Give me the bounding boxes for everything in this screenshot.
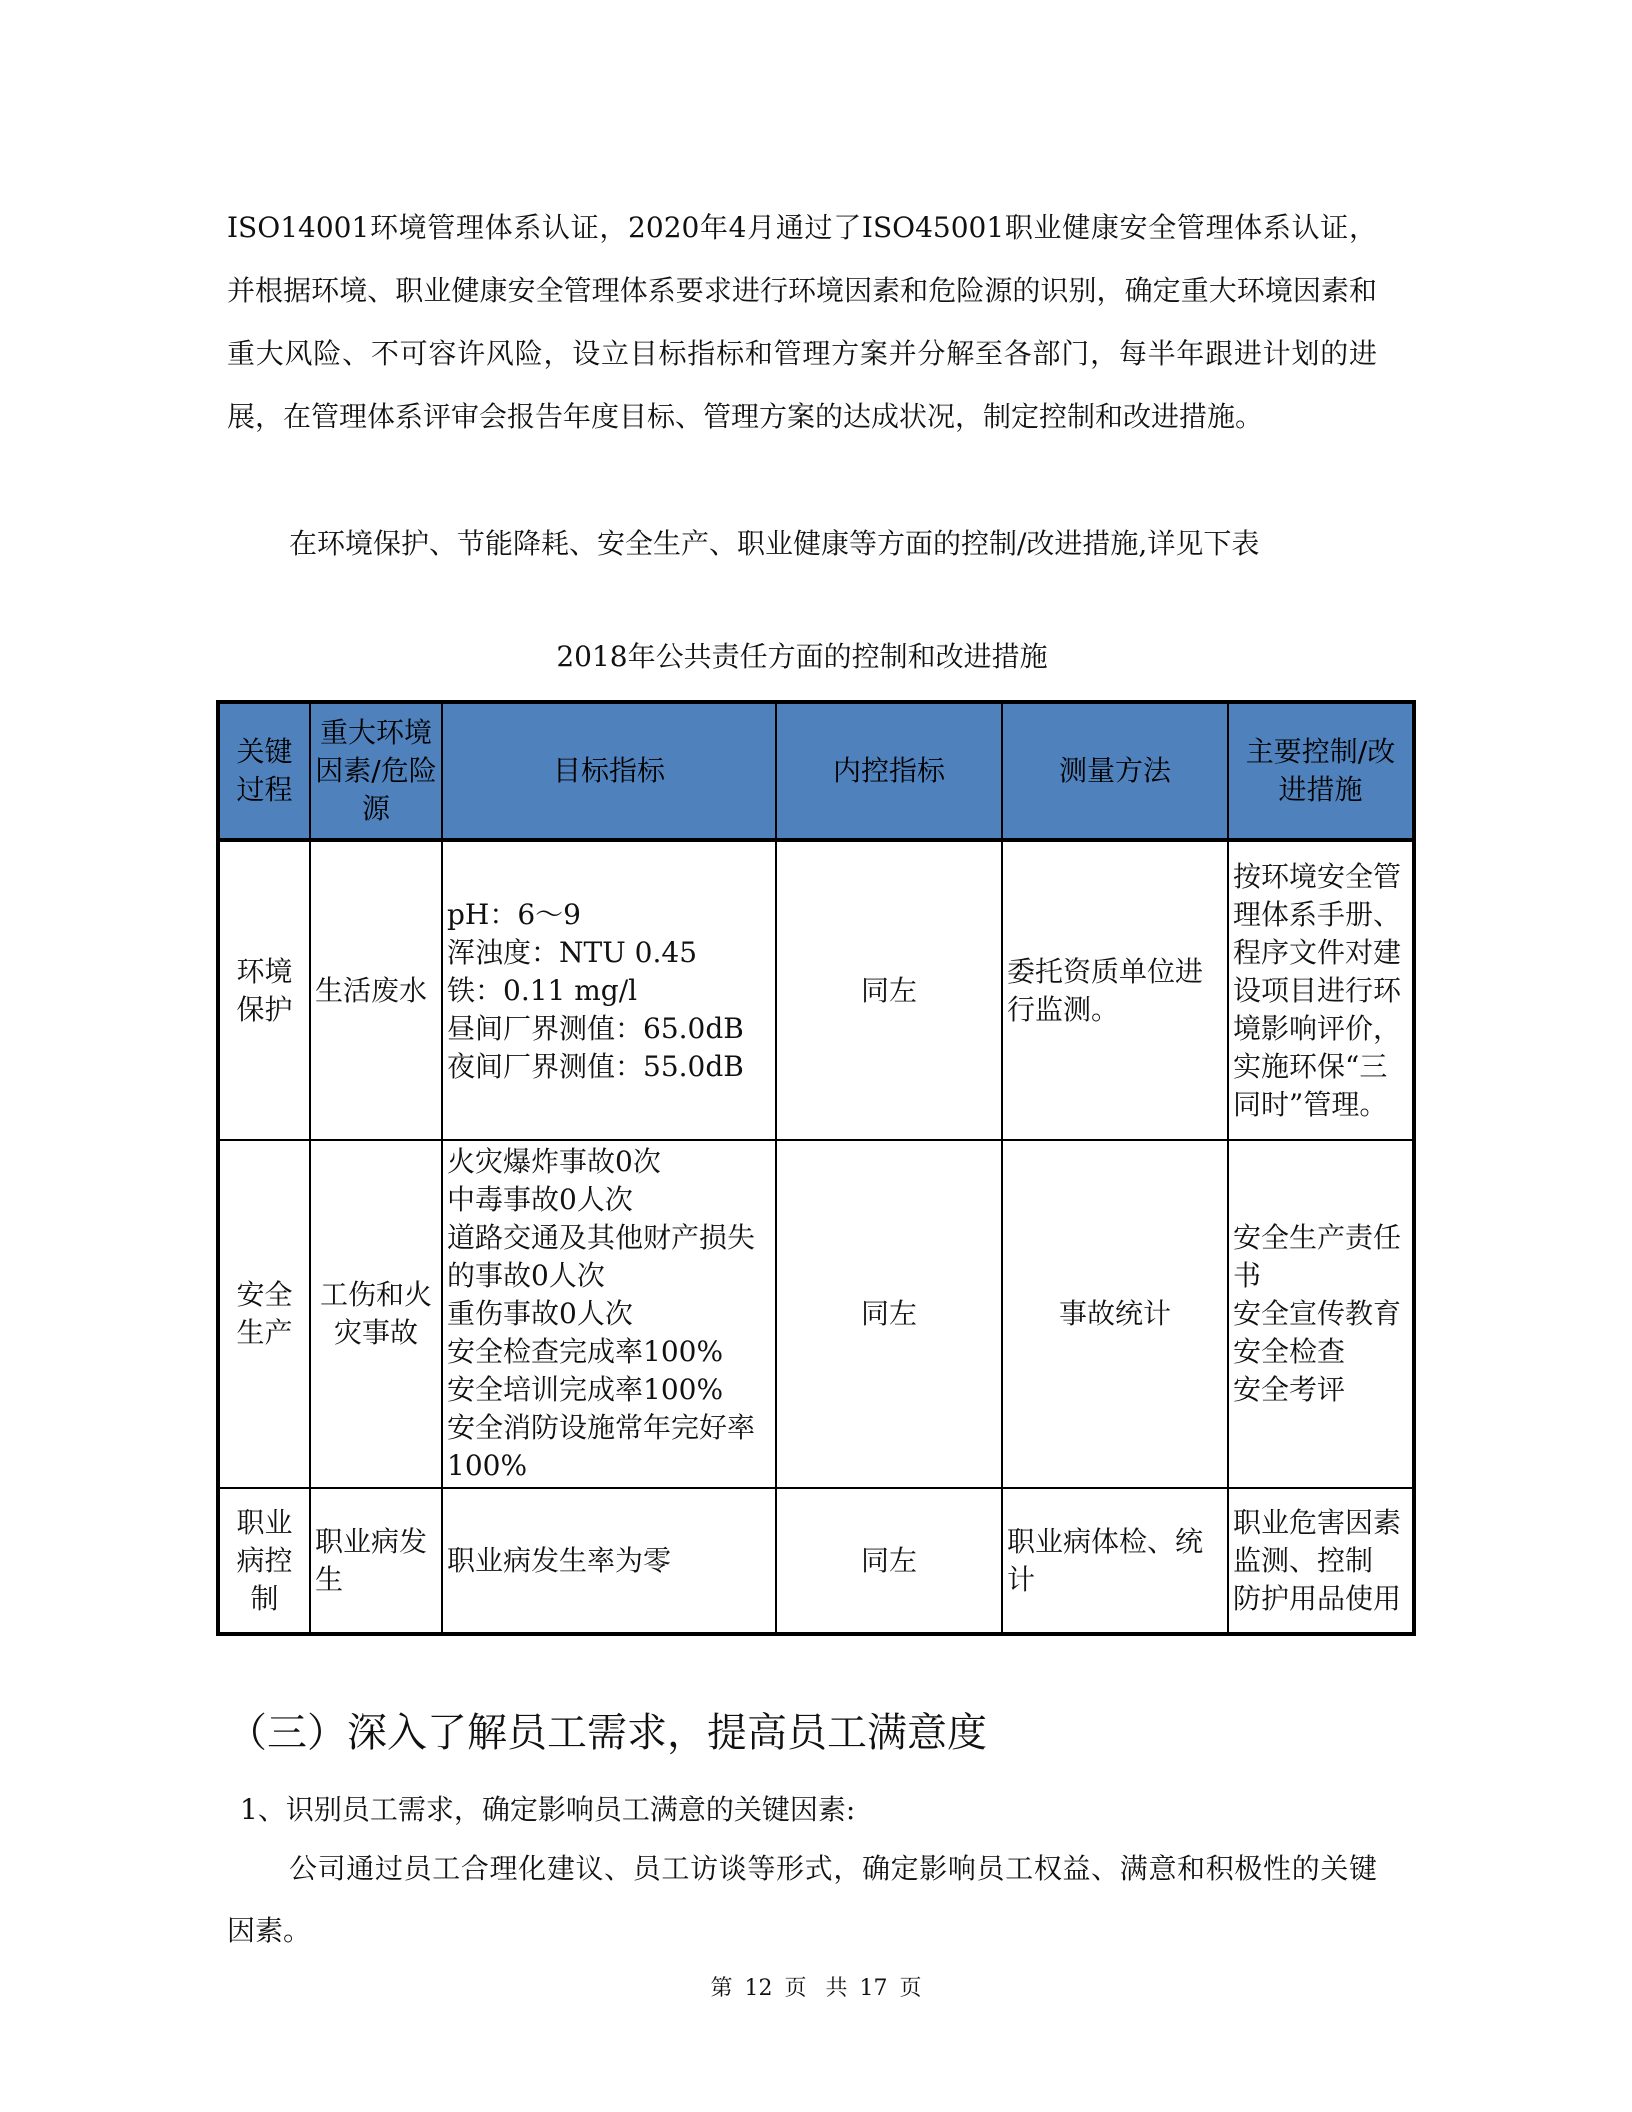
footer-suffix: 页 [899,1976,922,2001]
table-row [218,1488,1414,1634]
cell-targets-line: 夜间厂界测值：55.0dB [447,1049,744,1083]
intro-paragraph: ISO14001环境管理体系认证，2020年4月通过了ISO45001职业健康安全管理体系认证，并根据环境、职业健康安全管理体系要求进行环境因素和危险源的识别，确定重大环境因素和重大风险、不可容许风险，设立目标指标和管理方案并分解至各部门，每半年跟进计划的进展，在管理体系评审会报告年度目标、管理方案的达成状况，制定控制和改进措施。 [227,211,1377,433]
cell-targets-line: 铁：0.11 mg/l [447,973,638,1007]
cell-process: 环境保护 [218,840,310,1140]
page-footer [0,1974,1632,2004]
cell-measures [1228,1488,1414,1634]
footer-total-pages: 17 [859,1976,888,2001]
cell-process: 职业病控制 [218,1488,310,1634]
cell-targets-line: 安全消防设施常年完好率100% [447,1411,756,1482]
table-row [218,1140,1414,1488]
cell-targets-line: 职业病发生率为零 [447,1543,672,1577]
cell-measures-line: 按环境安全管理体系手册、程序文件对建设项目进行环境影响评价，实施环保“三同时”管理。 [1233,859,1402,1121]
cell-measures-line: 安全生产责任书 [1233,1221,1402,1292]
employee-paragraph: 公司通过员工合理化建议、员工访谈等形式，确定影响员工权益、满意和积极性的关键因素。 [227,1852,1377,1947]
cell-targets-line: 重伤事故0人次 [447,1297,633,1330]
cell-targets-line: pH：6～9 [447,897,581,931]
cell-targets-line: 中毒事故0人次 [447,1183,633,1216]
table-reference-paragraph: 在环境保护、节能降耗、安全生产、职业健康等方面的控制/改进措施,详见下表 [289,527,1260,560]
cell-measures-line: 职业危害因素监测、控制 [1233,1505,1402,1577]
cell-measures-line: 安全考评 [1233,1373,1346,1406]
cell-process: 安全生产 [218,1140,310,1488]
footer-prefix: 第 [710,1976,733,2001]
public-responsibility-table [216,700,1416,1636]
cell-internal: 同左 [776,1140,1002,1488]
cell-targets-line: 道路交通及其他财产损失的事故0人次 [447,1221,756,1292]
header-measures: 主要控制/改进措施 [1228,702,1414,840]
cell-targets-line: 安全培训完成率100% [447,1373,724,1406]
header-key-process: 关键过程 [218,702,310,840]
cell-method: 委托资质单位进行监测。 [1002,840,1228,1140]
cell-factor: 职业病发生 [310,1488,442,1634]
header-major-factor: 重大环境因素/危险源 [310,702,442,840]
section-heading: （三）深入了解员工需求，提高员工满意度 [227,1710,987,1756]
table-caption: 2018年公共责任方面的控制和改进措施 [556,640,1048,673]
footer-page-number: 12 [744,1976,773,2001]
cell-targets [442,840,776,1140]
cell-targets-line: 火灾爆炸事故0次 [447,1145,661,1178]
footer-mid: 页 [784,1976,807,2001]
cell-method: 事故统计 [1002,1140,1228,1488]
cell-measures [1228,1140,1414,1488]
cell-targets-line: 昼间厂界测值：65.0dB [447,1011,744,1045]
cell-internal: 同左 [776,840,1002,1140]
cell-measures-line: 安全宣传教育 [1233,1297,1402,1330]
cell-factor: 工伤和火灾事故 [310,1140,442,1488]
header-method: 测量方法 [1002,702,1228,840]
cell-method: 职业病体检、统计 [1002,1488,1228,1634]
header-internal-target: 内控指标 [776,702,1002,840]
cell-measures-line: 防护用品使用 [1233,1581,1402,1615]
cell-internal: 同左 [776,1488,1002,1634]
cell-targets [442,1488,776,1634]
cell-factor: 生活废水 [310,840,442,1140]
header-target: 目标指标 [442,702,776,840]
footer-total-prefix: 共 [825,1976,848,2001]
numbered-item: 1、识别员工需求，确定影响员工满意的关键因素: [240,1793,856,1826]
table-row [218,840,1414,1140]
cell-measures [1228,840,1414,1140]
cell-targets [442,1140,776,1488]
cell-targets-line: 安全检查完成率100% [447,1335,724,1368]
cell-measures-line: 安全检查 [1233,1335,1346,1368]
cell-targets-line: 浑浊度：NTU 0.45 [447,935,698,969]
